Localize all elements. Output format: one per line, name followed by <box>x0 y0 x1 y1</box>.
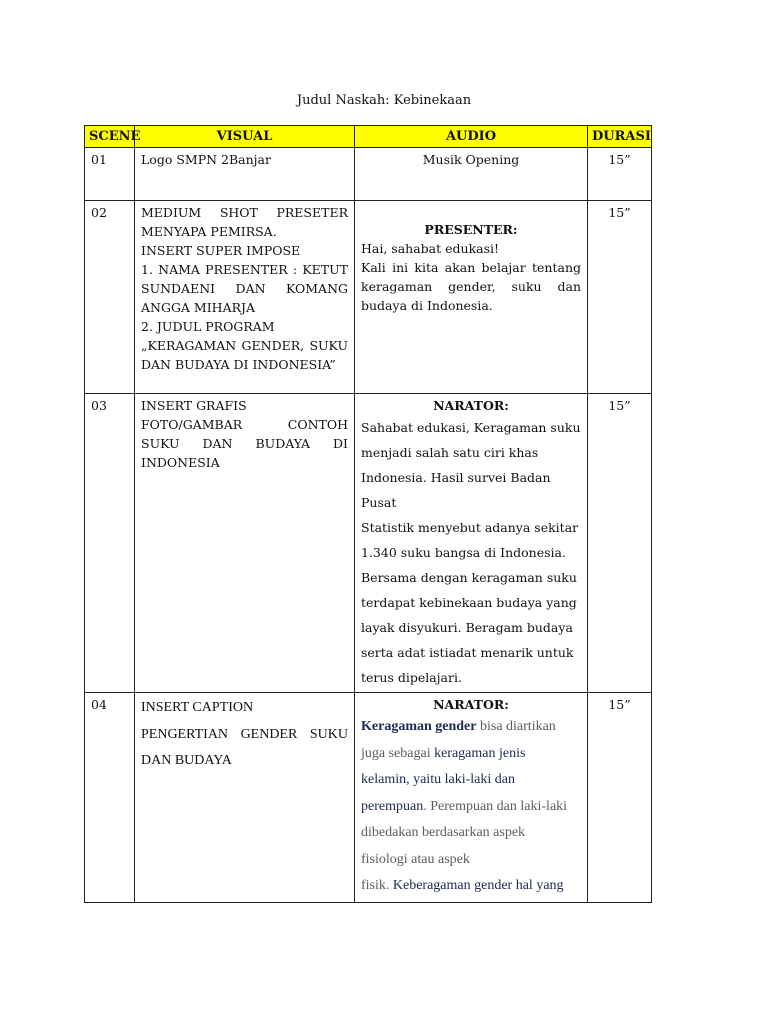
audio-line <box>361 741 581 768</box>
visual-line: INSERT GRAFIS <box>141 398 247 413</box>
audio-line: menjadi salah satu ciri khas <box>361 445 539 460</box>
visual-line: MEDIUM SHOT PRESETER MENYAPA PEMIRSA. <box>141 205 348 239</box>
visual-line: PENGERTIAN GENDER SUKU DAN BUDAYA <box>141 726 348 768</box>
visual-line: „KERAGAMAN GENDER, SUKU DAN BUDAYA DI INDONESIA” <box>141 338 348 372</box>
audio-link-text: keragaman jenis <box>434 745 526 761</box>
audio-line <box>361 714 581 741</box>
scene-cell: 02 <box>85 201 135 394</box>
durasi-cell: 15” <box>588 148 652 201</box>
audio-role: PRESENTER: <box>424 222 518 237</box>
header-scene: SCENE <box>85 126 135 148</box>
scene-cell: 01 <box>85 148 135 201</box>
audio-text: Keberagaman gender hal yang <box>392 878 564 893</box>
page-title: Judul Naskah: Kebinekaan <box>296 93 472 108</box>
audio-line: kelamin, yaitu laki-laki dan <box>361 772 515 787</box>
audio-line: Statistik menyebut adanya sekitar <box>361 520 579 535</box>
audio-text: juga sebagai <box>361 745 435 761</box>
durasi-cell: 15” <box>588 201 652 394</box>
visual-cell <box>135 201 355 394</box>
audio-cell <box>355 693 588 903</box>
table-row <box>85 394 652 693</box>
audio-line: Musik Opening <box>422 152 520 167</box>
scene-cell: 03 <box>85 394 135 693</box>
audio-line: fisiologi atau aspek <box>361 851 470 867</box>
durasi-cell: 15” <box>588 693 652 903</box>
audio-line: Sahabat edukasi, Keragaman suku <box>361 420 581 435</box>
audio-line: terdapat kebinekaan budaya yang <box>361 595 577 610</box>
audio-line: Indonesia. Hasil survei Badan Pusat <box>361 470 551 510</box>
header-audio: AUDIO <box>355 126 588 148</box>
audio-line: terus dipelajari. <box>361 670 462 685</box>
script-table <box>84 125 652 903</box>
audio-text: fisik. <box>361 878 393 893</box>
visual-line: Logo SMPN 2Banjar <box>141 152 271 167</box>
visual-line: 2. JUDUL PROGRAM <box>141 319 275 334</box>
audio-line: layak disyukuri. Beragam budaya <box>361 620 573 635</box>
audio-line: serta adat istiadat menarik untuk <box>361 645 574 660</box>
table-row <box>85 201 652 394</box>
audio-line: Bersama dengan keragaman suku <box>361 570 577 585</box>
visual-line: INSERT CAPTION <box>141 700 254 715</box>
audio-role: NARATOR: <box>433 398 509 413</box>
visual-cell <box>135 394 355 693</box>
audio-text: bisa diartikan <box>476 719 556 734</box>
header-durasi: DURASI <box>588 126 652 148</box>
table-row <box>85 693 652 903</box>
audio-line <box>361 794 581 821</box>
audio-line: 1.340 suku bangsa di Indonesia. <box>361 545 566 560</box>
table-row <box>85 148 652 201</box>
header-visual: VISUAL <box>135 126 355 148</box>
visual-line: 1. NAMA PRESENTER : KETUT SUNDAENI DAN KOMANG ANGGA MIHARJA <box>141 262 348 315</box>
audio-role: NARATOR: <box>433 697 509 712</box>
visual-cell <box>135 693 355 903</box>
visual-cell <box>135 148 355 201</box>
scene-cell: 04 <box>85 693 135 903</box>
audio-term: Keragaman gender <box>361 719 477 734</box>
audio-cell <box>355 394 588 693</box>
audio-cell <box>355 148 588 201</box>
durasi-cell: 15” <box>588 394 652 693</box>
audio-line: Kali ini kita akan belajar tentang keragaman gender, suku dan budaya di Indonesia. <box>361 260 581 313</box>
audio-line: Hai, sahabat edukasi! <box>361 241 500 256</box>
audio-line: dibedakan berdasarkan aspek <box>361 825 526 840</box>
audio-line <box>361 873 581 900</box>
audio-text: . Perempuan dan laki-laki <box>423 798 568 814</box>
audio-link-text: perempuan <box>361 798 424 814</box>
header-row <box>85 126 652 148</box>
audio-cell <box>355 201 588 394</box>
visual-line: FOTO/GAMBAR CONTOH SUKU DAN BUDAYA DI INDONESIA <box>141 417 348 470</box>
visual-line: INSERT SUPER IMPOSE <box>141 243 301 258</box>
